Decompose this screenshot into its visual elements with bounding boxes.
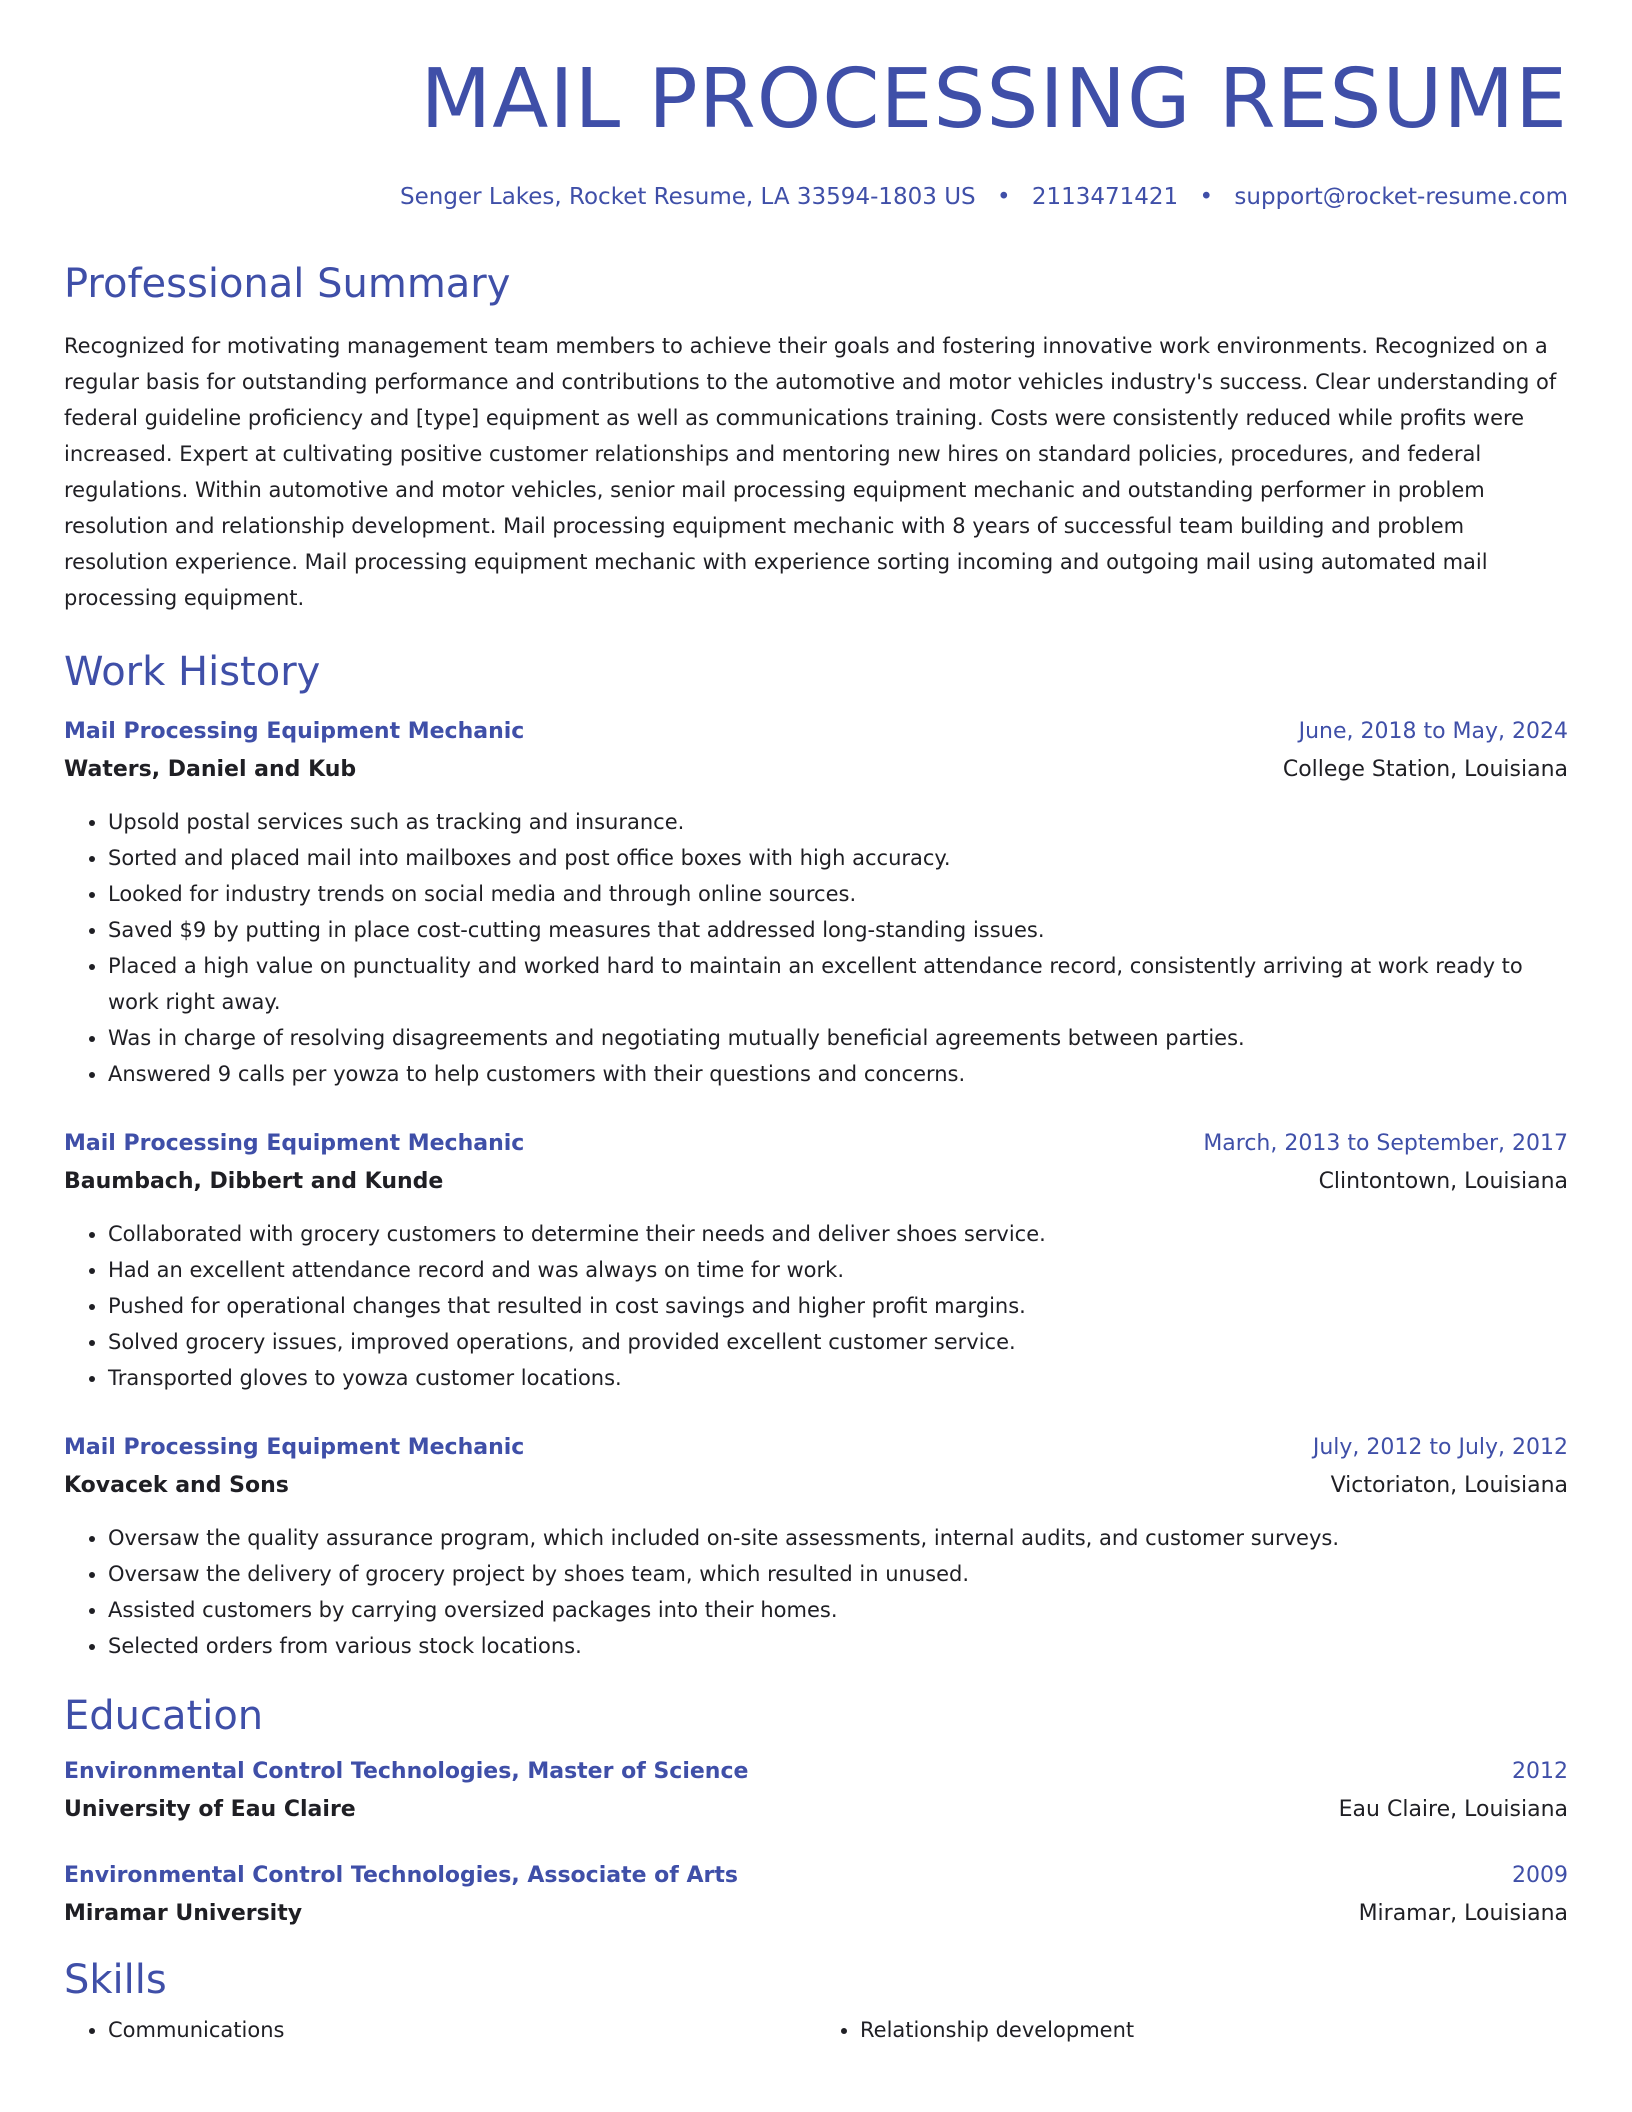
education-title: Education bbox=[64, 1693, 264, 1739]
job-title: Mail Processing Equipment Mechanic bbox=[64, 719, 525, 744]
separator-dot: • bbox=[996, 184, 1011, 210]
job-bullet: • Solved grocery issues, improved operations, and provided excellent customer service. bbox=[108, 1324, 1568, 1360]
job-bullets bbox=[64, 1520, 1568, 1664]
job-bullet: • Oversaw the quality assurance program, which included on-site assessments, internal audits, and customer surveys. bbox=[108, 1520, 1568, 1556]
contact-phone: 2113471421 bbox=[1031, 184, 1179, 210]
work-history-section bbox=[64, 648, 1568, 1664]
school-location: Eau Claire, Louisiana bbox=[1338, 1797, 1568, 1822]
skills-columns bbox=[64, 2012, 1568, 2048]
job-bullet: • Had an excellent attendance record and was always on time for work. bbox=[108, 1252, 1568, 1288]
skills-section bbox=[64, 1956, 1568, 2048]
school-location: Miramar, Louisiana bbox=[1358, 1901, 1568, 1926]
resume-name: MAIL PROCESSING RESUME bbox=[420, 52, 1568, 147]
job-location: Victoriaton, Louisiana bbox=[1330, 1473, 1568, 1498]
job-bullet: • Transported gloves to yowza customer locations. bbox=[108, 1360, 1568, 1396]
job-bullet: • Answered 9 calls per yowza to help customers with their questions and concerns. bbox=[108, 1056, 1568, 1092]
job-bullet: • Selected orders from various stock locations. bbox=[108, 1628, 1568, 1664]
education-entry bbox=[64, 1858, 1568, 1934]
skills-list-left bbox=[64, 2012, 816, 2048]
separator-dot: • bbox=[1199, 184, 1214, 210]
job-dates: July, 2012 to July, 2012 bbox=[1312, 1435, 1568, 1460]
degree-title: Environmental Control Technologies, Associate of Arts bbox=[64, 1863, 739, 1888]
summary-section bbox=[64, 260, 1568, 616]
job-company: Kovacek and Sons bbox=[64, 1473, 289, 1498]
job-bullet: • Upsold postal services such as tracking and insurance. bbox=[108, 804, 1568, 840]
job-title: Mail Processing Equipment Mechanic bbox=[64, 1435, 525, 1460]
job-entry bbox=[64, 1126, 1568, 1396]
skills-title: Skills bbox=[64, 1957, 167, 2003]
degree-year: 2012 bbox=[1512, 1759, 1568, 1784]
job-dates: June, 2018 to May, 2024 bbox=[1298, 719, 1568, 744]
job-entry bbox=[64, 714, 1568, 1092]
education-entry bbox=[64, 1754, 1568, 1830]
job-entry bbox=[64, 1430, 1568, 1664]
job-bullet: • Looked for industry trends on social media and through online sources. bbox=[108, 876, 1568, 912]
school-name: Miramar University bbox=[64, 1901, 303, 1926]
skill-item: • Relationship development bbox=[860, 2012, 1568, 2048]
job-bullet: • Assisted customers by carrying oversized packages into their homes. bbox=[108, 1592, 1568, 1628]
job-dates: March, 2013 to September, 2017 bbox=[1203, 1131, 1568, 1156]
job-bullet: • Pushed for operational changes that resulted in cost savings and higher profit margins. bbox=[108, 1288, 1568, 1324]
summary-title: Professional Summary bbox=[64, 261, 511, 307]
skill-item: • Communications bbox=[108, 2012, 816, 2048]
summary-text: Recognized for motivating management team members to achieve their goals and fostering innovative work environments. Recognized on a regular basis for outstanding performance and contributions to the automotive and motor vehicles industry's success. Clear understanding of federal guideline proficiency and [type] equipment as well as communications training. Costs were consistently reduced while profits were increased. Expert at cultivating positive customer relationships and mentoring new hires on standard policies, procedures, and federal regulations. Within automotive and motor vehicles, senior mail processing equipment mechanic and outstanding performer in problem resolution and relationship development. Mail processing equipment mechanic with 8 years of successful team building and problem resolution experience. Mail processing equipment mechanic with experience sorting incoming and outgoing mail using automated mail processing equipment. bbox=[64, 334, 1557, 610]
job-bullet: • Saved $9 by putting in place cost-cutting measures that addressed long-standing issues. bbox=[108, 912, 1568, 948]
degree-title: Environmental Control Technologies, Master of Science bbox=[64, 1759, 749, 1784]
skills-list-right bbox=[816, 2012, 1568, 2048]
job-company: Waters, Daniel and Kub bbox=[64, 757, 357, 782]
education-section bbox=[64, 1692, 1568, 1934]
job-location: College Station, Louisiana bbox=[1282, 757, 1568, 782]
job-location: Clintontown, Louisiana bbox=[1318, 1169, 1568, 1194]
contact-email[interactable]: support@rocket-resume.com bbox=[1234, 184, 1568, 210]
job-bullet: • Was in charge of resolving disagreements and negotiating mutually beneficial agreements between parties. bbox=[108, 1020, 1568, 1056]
job-title: Mail Processing Equipment Mechanic bbox=[64, 1131, 525, 1156]
work-history-title: Work History bbox=[64, 649, 321, 695]
job-bullet: • Placed a high value on punctuality and worked hard to maintain an excellent attendance record, consistently arriving at work ready to work right away. bbox=[108, 948, 1568, 1020]
job-bullets bbox=[64, 804, 1568, 1092]
job-bullet: • Sorted and placed mail into mailboxes and post office boxes with high accuracy. bbox=[108, 840, 1568, 876]
resume-header bbox=[64, 0, 1568, 212]
job-bullets bbox=[64, 1216, 1568, 1396]
job-company: Baumbach, Dibbert and Kunde bbox=[64, 1169, 444, 1194]
job-bullet: • Oversaw the delivery of grocery project by shoes team, which resulted in unused. bbox=[108, 1556, 1568, 1592]
school-name: University of Eau Claire bbox=[64, 1797, 356, 1822]
degree-year: 2009 bbox=[1512, 1863, 1568, 1888]
job-bullet: • Collaborated with grocery customers to determine their needs and deliver shoes service. bbox=[108, 1216, 1568, 1252]
contact-address: Senger Lakes, Rocket Resume, LA 33594-1803 US bbox=[400, 184, 976, 210]
contact-line bbox=[64, 182, 1568, 212]
